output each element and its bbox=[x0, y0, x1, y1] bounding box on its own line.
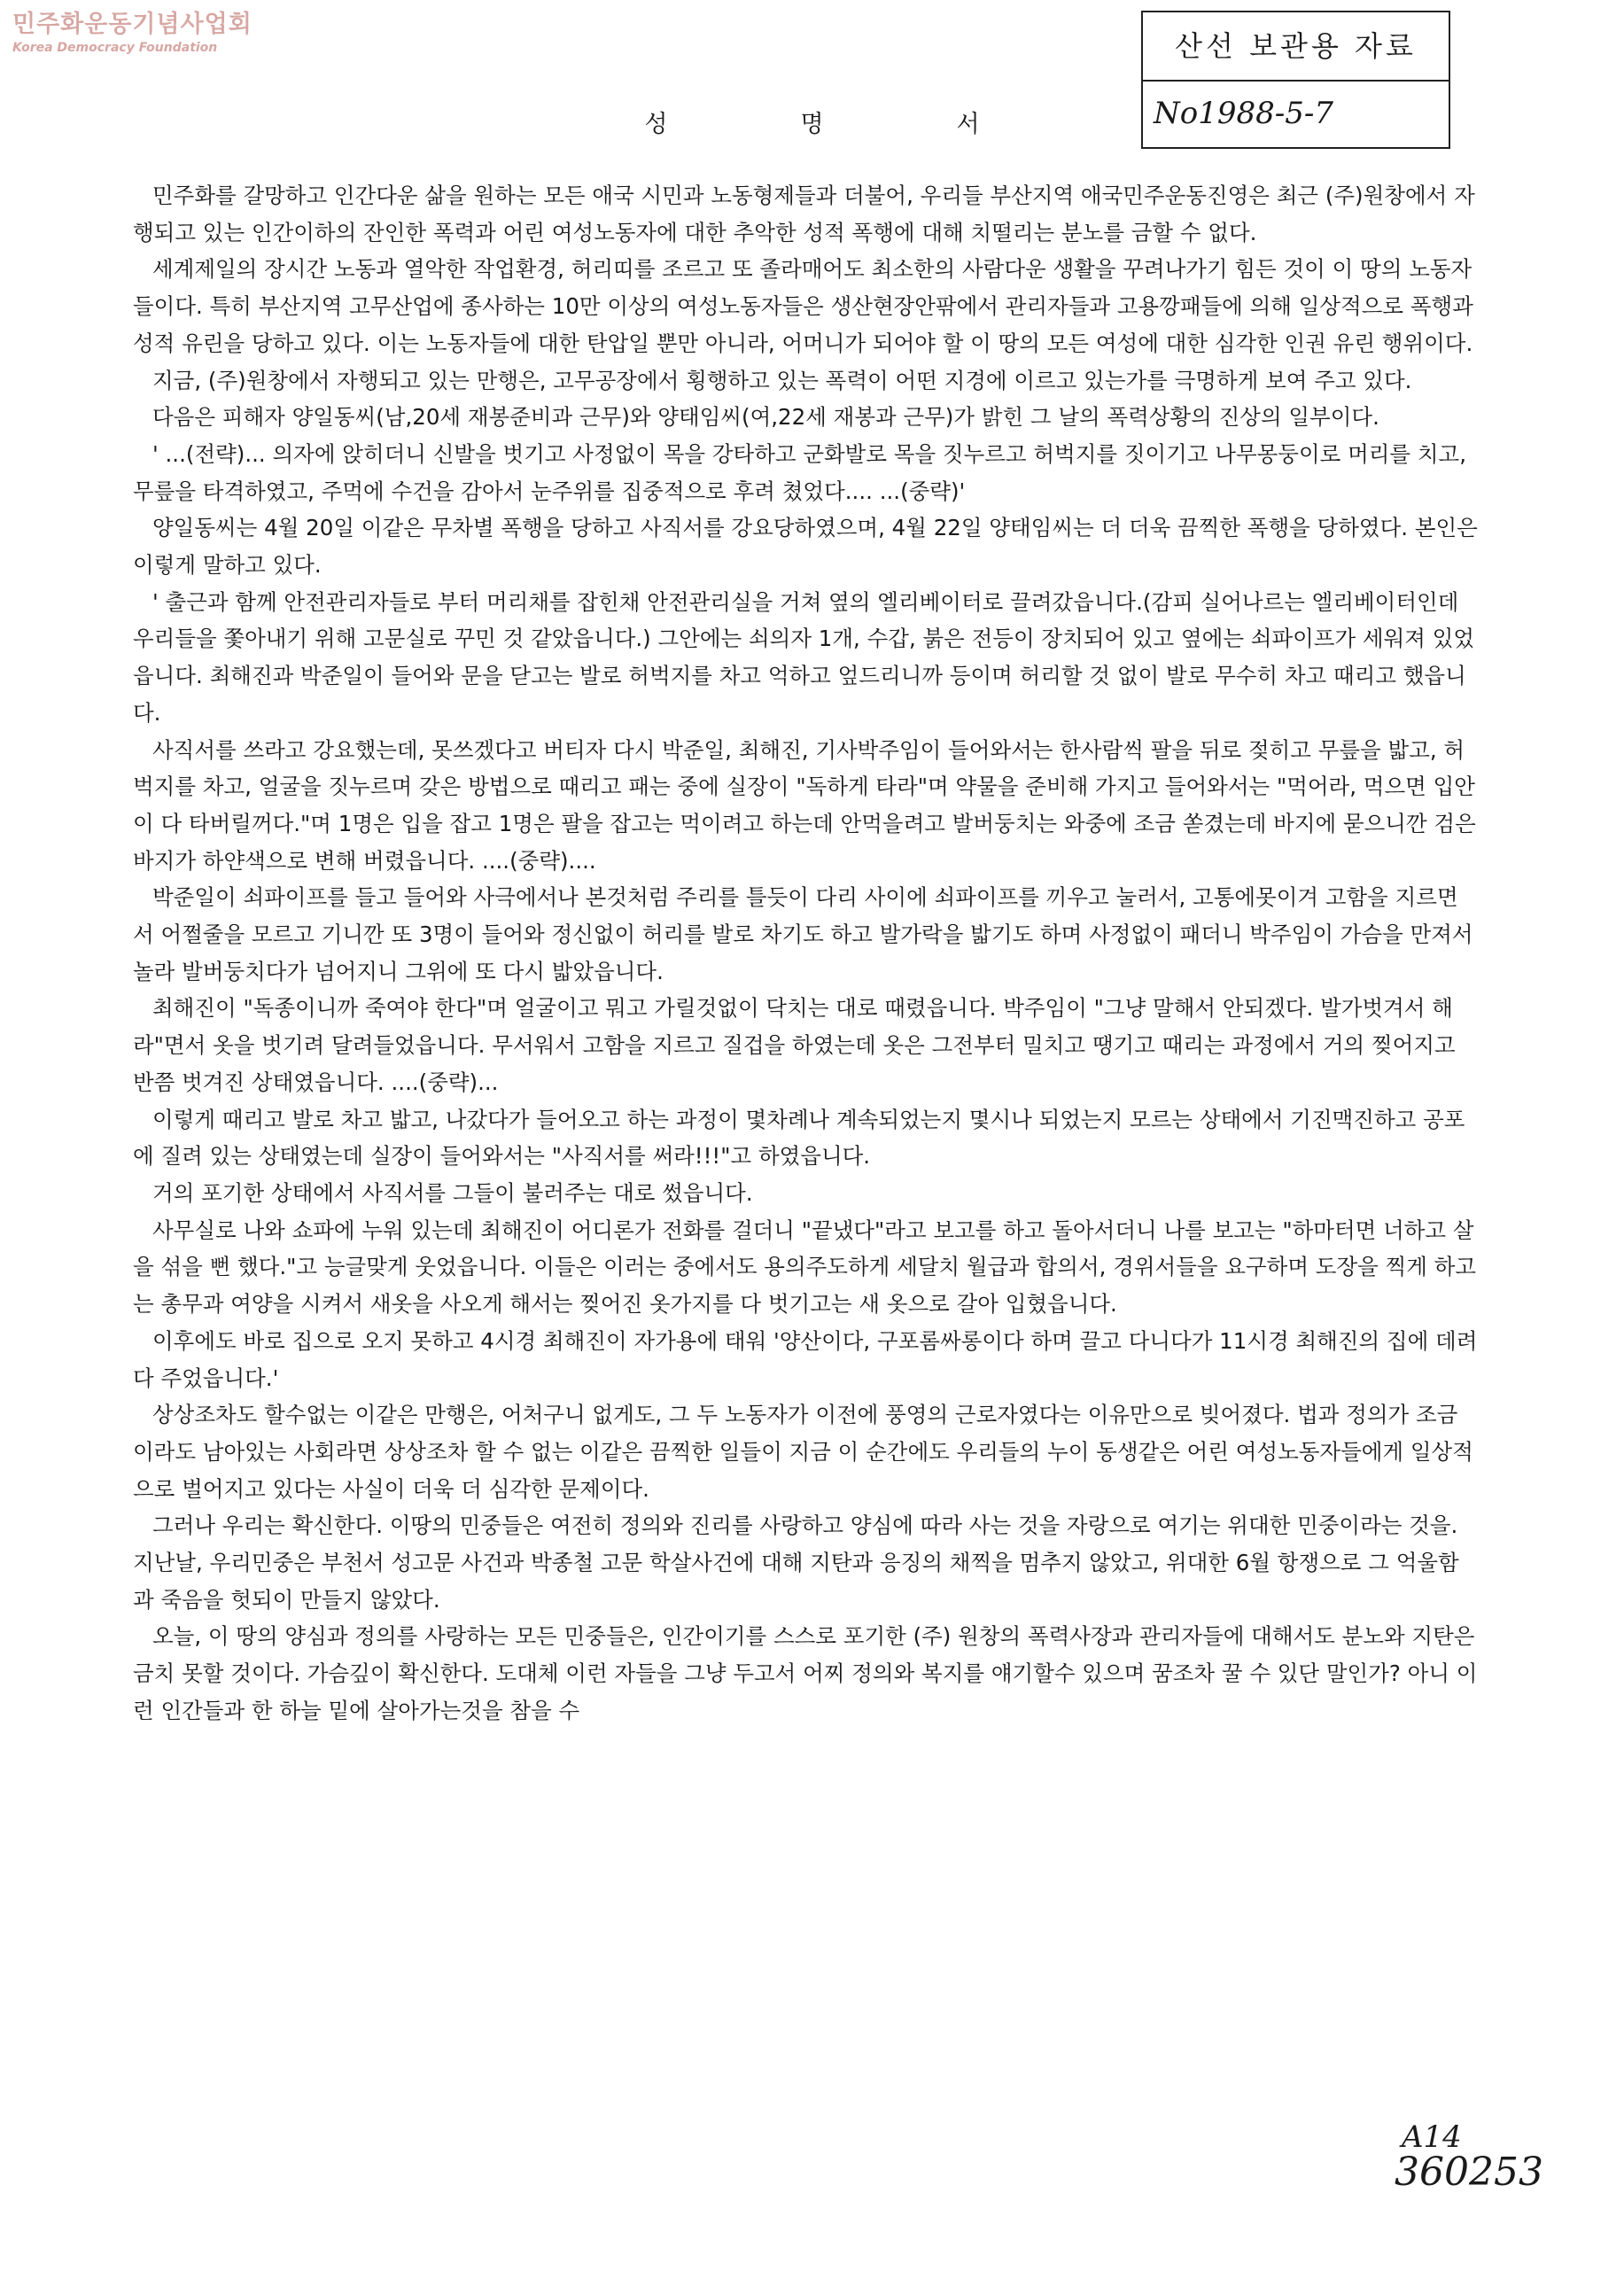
paragraph: 사무실로 나와 쇼파에 누워 있는데 최해진이 어디론가 전화를 걸더니 "끝냈다"라고 보고를 하고 돌아서더니 나를 보고는 "하마터면 너하고 살을 섞을 뻔 했다."고 능글맞게 웃었읍니다. 이들은 이러는 중에서도 용의주도하게 세달치 월급과 합의서, 경위서들을 요구하며 도장을 찍게 하고는 총무과 여양을 시켜서 새옷을 사오게 해서는 찢어진 옷가지를 다 벗기고는 새 옷으로 갈아 입혔읍니다. bbox=[133, 1217, 1477, 1318]
paragraph: 박준일이 쇠파이프를 들고 들어와 사극에서나 본것처럼 주리를 틀듯이 다리 사이에 쇠파이프를 끼우고 눌러서, 고통에못이겨 고함을 지르면서 어쩔줄을 모르고 기니깐 또 3명이 들어와 정신없이 허리를 발로 차기도 하고 발가락을 밟기도 하며 사정없이 패더니 박주임이 가슴을 만져서 놀라 발버둥치다가 넘어지니 그위에 또 다시 밟았읍니다. bbox=[133, 884, 1473, 984]
watermark-logo bbox=[12, 11, 253, 55]
paragraph: ' ...(전략)... 의자에 앉히더니 신발을 벗기고 사정없이 목을 강타하고 군화발로 목을 짓누르고 허벅지를 짓이기고 나무몽둥이로 머리를 치고, 무릎을 타격하였고, 주먹에 수건을 감아서 눈주위를 집중적으로 후려 쳤었다.... ...(중략)' bbox=[133, 440, 1466, 504]
page-mark-line1: A14 bbox=[1402, 2119, 1462, 2155]
document-body bbox=[133, 177, 1478, 1730]
page-mark bbox=[1395, 2119, 1543, 2195]
document-title: 성명서 bbox=[644, 111, 1113, 138]
paragraph: ' 출근과 함께 안전관리자들로 부터 머리채를 잡힌채 안전관리실을 거쳐 옆의 엘리베이터로 끌려갔읍니다.(감피 실어나르는 엘리베이터인데 우리들을 쫓아내기 위해 고문실로 꾸민 것 같았읍니다.) 그안에는 쇠의자 1개, 수갑, 붉은 전등이 장치되어 있고 옆에는 쇠파이프가 세워져 있었읍니다. 최해진과 박준일이 들어와 문을 닫고는 발로 허벅지를 차고 억하고 엎드리니까 등이며 허리할 것 없이 발로 무수히 차고 때리고 했읍니다. bbox=[133, 588, 1475, 726]
stamp-label: 산선 보관용 자료 bbox=[1143, 12, 1449, 82]
paragraph: 다음은 피해자 양일동씨(남,20세 재봉준비과 근무)와 양태임씨(여,22세 재봉과 근무)가 밝힌 그 날의 폭력상황의 진상의 일부이다. bbox=[152, 404, 1379, 431]
paragraph: 오늘, 이 땅의 양심과 정의를 사랑하는 모든 민중들은, 인간이기를 스스로 포기한 (주) 원창의 폭력사장과 관리자들에 대해서도 분노와 지탄은 금치 못할 것이다. 가슴깊이 확신한다. 도대체 이런 자들을 그냥 두고서 어찌 정의와 복지를 얘기할수 있으며 꿈조차 꿀 수 있단 말인가? 아니 이런 인간들과 한 하늘 밑에 살아가는것을 참을 수 bbox=[133, 1623, 1478, 1723]
paragraph: 이후에도 바로 집으로 오지 못하고 4시경 최해진이 자가용에 태워 '양산이다, 구포롬싸롱이다 하며 끌고 다니다가 11시경 최해진의 집에 데려다 주었읍니다.' bbox=[133, 1327, 1478, 1391]
page-mark-line2: 360253 bbox=[1395, 2150, 1543, 2195]
paragraph: 이렇게 때리고 발로 차고 밟고, 나갔다가 들어오고 하는 과정이 몇차례나 계속되었는지 몇시나 되었는지 모르는 상태에서 기진맥진하고 공포에 질려 있는 상태였는데 실장이 들어와서는 "사직서를 써라!!!"고 하였읍니다. bbox=[133, 1106, 1465, 1170]
paragraph: 거의 포기한 상태에서 사직서를 그들이 불러주는 대로 썼읍니다. bbox=[152, 1179, 753, 1206]
watermark-korean: 민주화운동기념사업회 bbox=[12, 11, 253, 38]
stamp-number: No1988-5-7 bbox=[1154, 96, 1333, 131]
watermark-english: Korea Democracy Foundation bbox=[12, 41, 218, 55]
paragraph: 사직서를 쓰라고 강요했는데, 못쓰겠다고 버티자 다시 박준일, 최해진, 기사박주임이 들어와서는 한사람씩 팔을 뒤로 젖히고 무릎을 밟고, 허벅지를 차고, 얼굴을 짓누르며 갖은 방법으로 때리고 패는 중에 실장이 "독하게 타라"며 약물을 준비해 가지고 들어와서는 "먹어라, 먹으면 입안이 다 타버릴꺼다."며 1명은 입을 잡고 1명은 팔을 잡고는 먹이려고 하는데 안먹을려고 발버둥치는 와중에 조금 쏟겼는데 바지에 묻으니깐 검은 바지가 하얀색으로 변해 버렸읍니다. ....(중략).... bbox=[133, 736, 1476, 874]
paragraph: 양일동씨는 4월 20일 이같은 무차별 폭행을 당하고 사직서를 강요당하였으며, 4월 22일 양태임씨는 더 더욱 끔찍한 폭행을 당하였다. 본인은 이렇게 말하고 있다. bbox=[133, 515, 1478, 579]
paragraph: 민주화를 갈망하고 인간다운 삶을 원하는 모든 애국 시민과 노동형제들과 더불어, 우리들 부산지역 애국민주운동진영은 최근 (주)원창에서 자행되고 있는 인간이하의 잔인한 폭력과 어린 여성노동자에 대한 추악한 성적 폭행에 대해 치떨리는 분노를 금할 수 없다. bbox=[133, 183, 1475, 245]
paragraph: 상상조차도 할수없는 이같은 만행은, 어처구니 없게도, 그 두 노동자가 이전에 풍영의 근로자였다는 이유만으로 빚어졌다. 법과 정의가 조금이라도 남아있는 사회라면 상상조차 할 수 없는 이같은 끔찍한 일들이 지금 이 순간에도 우리들의 누이 동생같은 어린 여성노동자들에게 일상적으로 벌어지고 있다는 사실이 더욱 더 심각한 문제이다. bbox=[133, 1402, 1473, 1502]
paragraph: 지금, (주)원창에서 자행되고 있는 만행은, 고무공장에서 횡행하고 있는 폭력이 어떤 지경에 이르고 있는가를 극명하게 보여 주고 있다. bbox=[152, 367, 1412, 393]
paragraph: 세계제일의 장시간 노동과 열악한 작업환경, 허리띠를 조르고 또 졸라매어도 최소한의 사람다운 생활을 꾸려나가기 힘든 것이 이 땅의 노동자들이다. 특히 부산지역 고무산업에 종사하는 10만 이상의 여성노동자들은 생산현장안팎에서 관리자들과 고용깡패들에 의해 일상적으로 폭행과 성적 유린을 당하고 있다. 이는 노동자들에 대한 탄압일 뿐만 아니라, 어머니가 되어야 할 이 땅의 모든 여성에 대한 심각한 인권 유린 행위이다. bbox=[133, 256, 1473, 356]
paragraph: 그러나 우리는 확신한다. 이땅의 민중들은 여전히 정의와 진리를 사랑하고 양심에 따라 사는 것을 자랑으로 여기는 위대한 민중이라는 것을. 지난날, 우리민중은 부천서 성고문 사건과 박종철 고문 학살사건에 대해 지탄과 응징의 채찍을 멈추지 않았고, 위대한 6월 항쟁으로 그 억울함과 죽음을 헛되이 만들지 않았다. bbox=[133, 1512, 1459, 1613]
paragraph: 최해진이 "독종이니까 죽여야 한다"며 얼굴이고 뭐고 가릴것없이 닥치는 대로 때렸읍니다. 박주임이 "그냥 말해서 안되겠다. 발가벗겨서 해라"면서 옷을 벗기려 달려들었읍니다. 무서워서 고함을 지르고 질겁을 하였는데 옷은 그전부터 밀치고 땡기고 때리는 과정에서 거의 찢어지고 반쯤 벗겨진 상태였읍니다. ....(중략)... bbox=[133, 995, 1456, 1095]
